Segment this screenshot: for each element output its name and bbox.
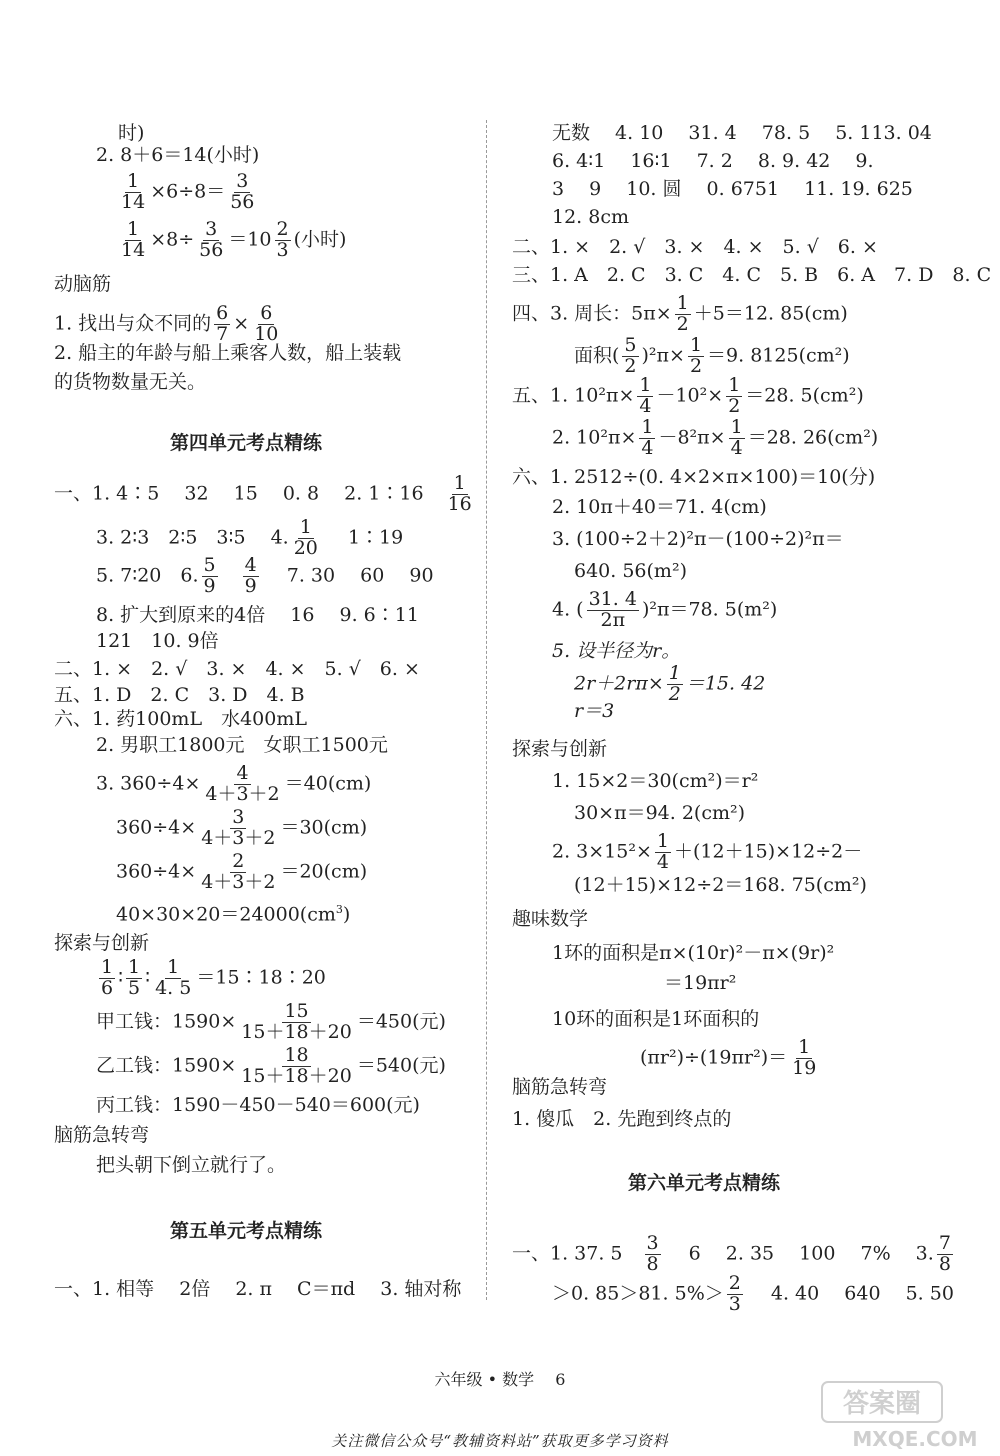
- watermark-text: 答案圈: [842, 1389, 922, 1419]
- line-text: 无数 4. 10 31. 4 78. 5 5. 113. 04: [552, 122, 932, 144]
- fraction: $\frac{1}{16}$: [447, 472, 472, 515]
- line-text: 六、1. 药100mL 水400mL: [54, 708, 307, 730]
- line-text: 10环的面积是1环面积的: [552, 1008, 760, 1030]
- section-heading: 第六单元考点精练: [628, 1172, 781, 1194]
- equation-line: (πr²)÷(19πr²)＝ $\frac{1}{19}$: [640, 1036, 817, 1079]
- section-label: 探索与创新: [512, 738, 608, 760]
- fraction: $\frac{7}{8}$: [938, 1232, 951, 1275]
- line-text: 五、1. D 2. C 3. D 4. B: [54, 684, 305, 706]
- equation-line: $\frac{1}{14}$ ×6÷8＝ $\frac{3}{56}$: [121, 170, 255, 213]
- equation-line: 5. 7∶20 6. $\frac{5}{9}$ $\frac{4}{9}$ 7. 30 60 90: [96, 554, 434, 597]
- equation-line: 2. 10²π× $\frac{1}{4}$ －8²π× $\frac{1}{4}$ ＝28. 26(cm²): [552, 416, 879, 459]
- equation-line: 面积( $\frac{5}{2}$ )²π× $\frac{1}{2}$ ＝9. 8125(cm²): [574, 334, 850, 377]
- equation-line: 乙工钱：1590× $\frac{18}{15+18+20}$ ＝540(元): [96, 1044, 446, 1087]
- fraction: $\frac{5}{9}$: [203, 554, 216, 597]
- line-text: r＝3: [574, 700, 615, 722]
- fraction: $\frac{1}{19}$: [792, 1036, 817, 1079]
- fraction: $\frac{4}{9}$: [244, 554, 257, 597]
- line-text: 丙工钱：1590－450－540＝600(元): [96, 1094, 420, 1116]
- line-text: 二、1. × 2. √ 3. × 4. × 5. √ 6. ×: [54, 658, 420, 680]
- section-label: 趣味数学: [512, 908, 589, 930]
- equation-line: 2. 3×15²× $\frac{1}{4}$ ＋(12＋15)×12÷2－: [552, 830, 863, 873]
- fraction: $\frac{4}{4+3+2}$: [205, 762, 280, 805]
- line-text: 的货物数量无关。: [54, 371, 207, 393]
- section-label: 动脑筋: [54, 273, 112, 295]
- fraction: $\frac{1}{4}$: [641, 416, 654, 459]
- line-text: 12. 8cm: [552, 206, 630, 228]
- watermark-url: MXQE.COM: [852, 1427, 978, 1451]
- fraction: $\frac{18}{15+18+20}$: [241, 1044, 352, 1087]
- line-text: 2. 10π＋40＝71. 4(cm): [552, 496, 767, 518]
- equation-line: 3. 360÷4× $\frac{4}{4+3+2}$ ＝40(cm): [96, 762, 372, 805]
- column-divider: [486, 120, 487, 1300]
- section-label: 脑筋急转弯: [54, 1124, 150, 1146]
- section-label: 探索与创新: [54, 932, 150, 954]
- fraction: $\frac{1}{14}$: [121, 218, 146, 261]
- fraction: $\frac{1}{2}$: [668, 662, 681, 705]
- line-text: 六、1. 2512÷(0. 4×2×π×100)＝10(分): [512, 466, 876, 488]
- fraction: $\frac{1}{2}$: [676, 292, 689, 335]
- equation-line: 一、1. 4∶5 32 15 0. 8 2. 1∶16 $\frac{1}{16}$: [54, 472, 472, 515]
- line-text: 3 9 10. 圆 0. 6751 11. 19. 625: [552, 178, 913, 200]
- line-text: 2. 男职工1800元 女职工1500元: [96, 734, 388, 756]
- equation-line: 一、1. 37. 5 $\frac{3}{8}$ 6 2. 35 100 7% 3. $\frac{7}{8}$: [512, 1232, 951, 1275]
- line-text: 6. 4∶1 16∶1 7. 2 8. 9. 42 9.: [552, 150, 874, 172]
- section-heading: 第四单元考点精练: [170, 432, 323, 454]
- fraction: $\frac{1}{14}$: [121, 170, 146, 213]
- fraction: $\frac{1}{5}$: [128, 956, 141, 999]
- equation-line: $\frac{1}{14}$ ×8÷ $\frac{3}{56}$ ＝10 $\frac{2}{3}$ (小时): [121, 218, 347, 261]
- fraction: $\frac{1}{4}$: [639, 374, 652, 417]
- fraction: $\frac{6}{10}$: [254, 302, 279, 345]
- fraction: $\frac{2}{3}$: [276, 218, 289, 261]
- fraction: $\frac{1}{4}$: [656, 830, 669, 873]
- fraction: $\frac{3}{4+3+2}$: [201, 806, 276, 849]
- line-text: 2. 船主的年龄与船上乘客人数，船上装载: [54, 342, 402, 364]
- equation-line: 3. 2∶3 2∶5 3∶5 4. $\frac{1}{20}$ 1∶19: [96, 516, 404, 559]
- fraction: $\frac{3}{8}$: [646, 1232, 659, 1275]
- fraction: $\frac{15}{15+18+20}$: [241, 1000, 352, 1043]
- line-text: 1环的面积是π×(10r)²－π×(9r)²: [552, 942, 835, 964]
- fraction: $\frac{1}{4}$: [730, 416, 743, 459]
- line-text: 时): [118, 122, 145, 144]
- equation-line: ＞0. 85＞81. 5%＞ $\frac{2}{3}$ 4. 40 640 5. 50: [552, 1272, 954, 1315]
- fraction: $\frac{3}{56}$: [199, 218, 224, 261]
- line-text: 把头朝下倒立就行了。: [96, 1154, 287, 1176]
- promo-banner: 关注微信公众号“教辅资料站”获取更多学习资料: [331, 1432, 669, 1450]
- equation-line: 360÷4× $\frac{2}{4+3+2}$ ＝20(cm): [116, 850, 368, 893]
- equation-line: 1. 找出与众不同的 $\frac{6}{7}$ × $\frac{6}{10}$: [54, 302, 279, 345]
- line-text: 一、1. 相等 2倍 2. π C＝πd 3. 轴对称: [54, 1278, 462, 1300]
- line-text: 二、1. × 2. √ 3. × 4. × 5. √ 6. ×: [512, 236, 878, 258]
- section-heading: 第五单元考点精练: [170, 1220, 323, 1242]
- line-text: 8. 扩大到原来的4倍 16 9. 6∶11: [96, 604, 419, 626]
- fraction: $\frac{3}{56}$: [230, 170, 255, 213]
- equation-line: 4. ( $\frac{31. 4}{2\pi}$ )²π＝78. 5(m²): [552, 588, 778, 631]
- equation-line: 2r＋2rπ× $\frac{1}{2}$ ＝15. 42: [574, 662, 766, 705]
- fraction: $\frac{2}{4+3+2}$: [201, 850, 276, 893]
- fraction: $\frac{6}{7}$: [216, 302, 229, 345]
- page-footer: 六年级 • 数学 6: [434, 1370, 566, 1389]
- line-text: 30×π＝94. 2(cm²): [574, 802, 746, 824]
- equation-line: $40\times 30\times 20=24000(cm^3)$: [116, 903, 351, 926]
- line-text: (12＋15)×12÷2＝168. 75(cm²): [574, 874, 867, 896]
- line-text: 2. 8＋6＝14(小时): [96, 144, 260, 166]
- equation-line: 四、3. 周长：5π× $\frac{1}{2}$ ＋5＝12. 85(cm): [512, 292, 848, 335]
- fraction: $\frac{31. 4}{2\pi}$: [588, 588, 637, 631]
- equation-line: 五、1. 10²π× $\frac{1}{4}$ －10²× $\frac{1}{2}$ ＝28. 5(cm²): [512, 374, 864, 417]
- fraction: $\frac{1}{20}$: [293, 516, 318, 559]
- line-text: 3. (100÷2＋2)²π－(100÷2)²π＝: [552, 528, 844, 550]
- equation-line: 甲工钱：1590× $\frac{15}{15+18+20}$ ＝450(元): [96, 1000, 446, 1043]
- fraction: $\frac{2}{3}$: [728, 1272, 741, 1315]
- section-label: 脑筋急转弯: [512, 1076, 608, 1098]
- equation-line: 360÷4× $\frac{3}{4+3+2}$ ＝30(cm): [116, 806, 368, 849]
- line-text: 640. 56(m²): [574, 560, 687, 582]
- fraction: $\frac{1}{6}$: [101, 956, 114, 999]
- line-text: 1. 15×2＝30(cm²)＝r²: [552, 770, 759, 792]
- line-text: 三、1. A 2. C 3. C 4. C 5. B 6. A 7. D 8. C: [512, 264, 992, 286]
- fraction: $\frac{1}{2}$: [689, 334, 703, 377]
- line-text: 121 10. 9倍: [96, 630, 219, 652]
- fraction: $\frac{5}{2}$: [624, 334, 637, 377]
- fraction: $\frac{1}{4. 5}$: [155, 956, 192, 999]
- equation-line: $\frac{1}{6}$ ∶ $\frac{1}{5}$ ∶ $\frac{1}{4. 5}$ ＝15∶18∶20: [101, 956, 326, 999]
- line-text: 1. 傻瓜 2. 先跑到终点的: [512, 1108, 732, 1130]
- fraction: $\frac{1}{2}$: [728, 374, 741, 417]
- line-text: 5. 设半径为r。: [552, 640, 681, 662]
- line-text: ＝19πr²: [664, 972, 737, 994]
